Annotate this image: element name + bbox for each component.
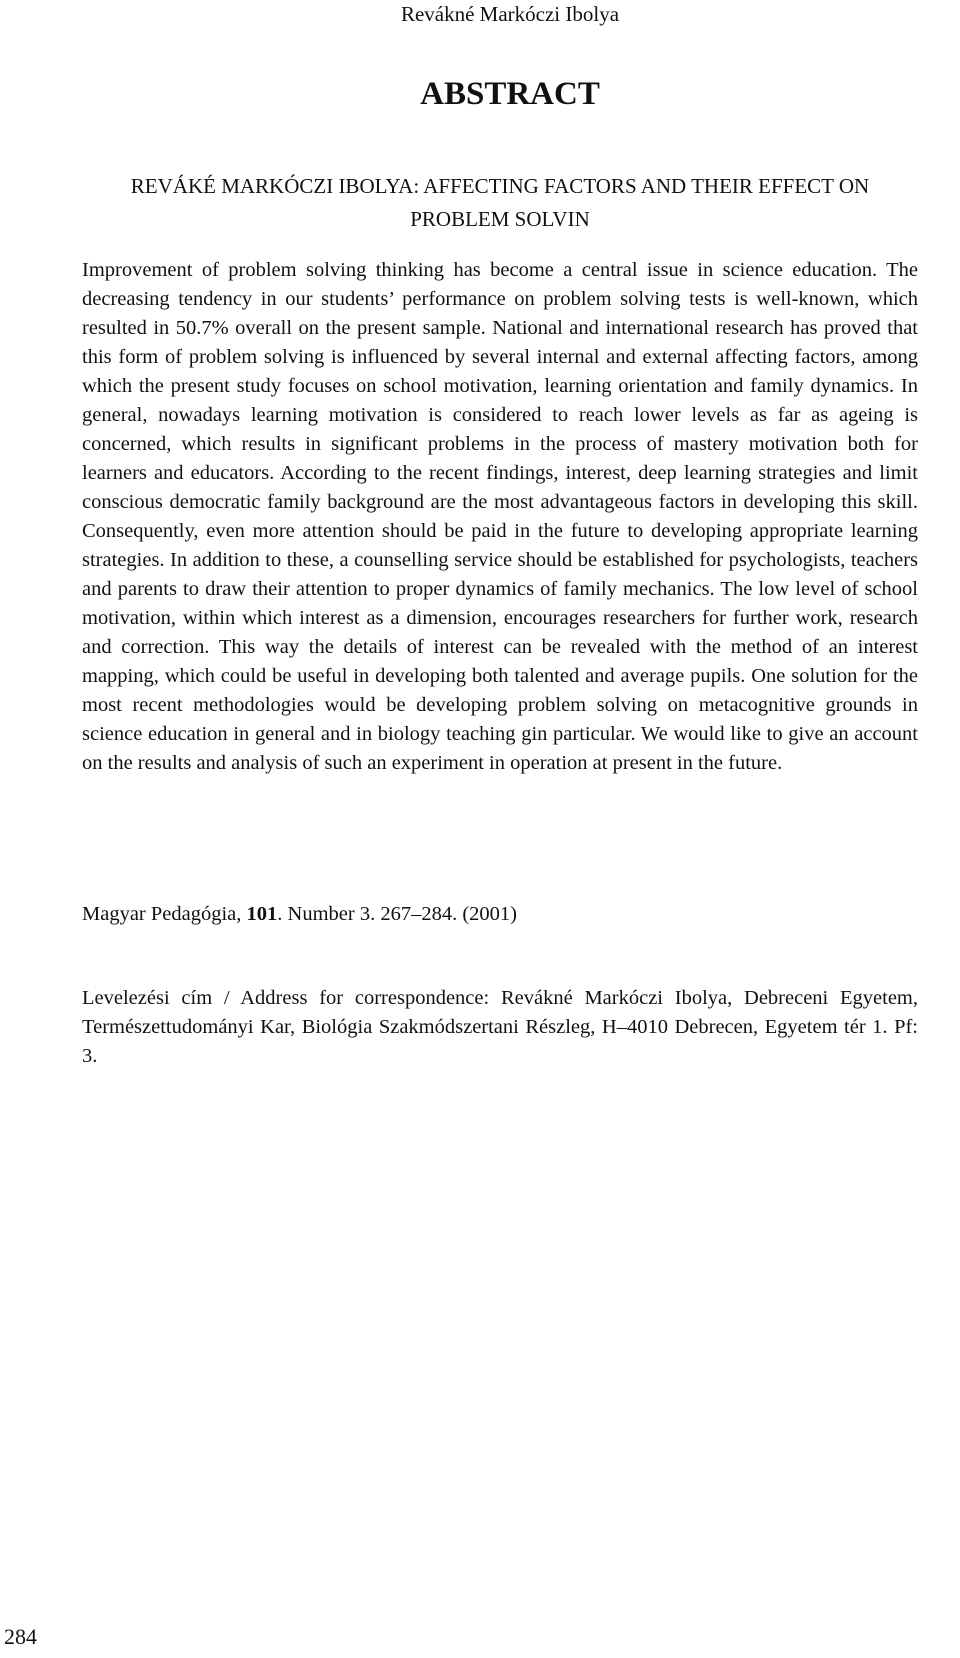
correspondence-address: Levelezési cím / Address for correspondence: Revákné Markóczi Ibolya, Debreceni Egyetem, Természettudományi Kar, Biológia Szakmódszertani Részleg, H–4010 Debrecen, Egyetem tér 1. Pf: 3.	[82, 987, 918, 1067]
citation	[82, 900, 918, 929]
running-header-author: Revákné Markóczi Ibolya	[400, 2, 620, 26]
citation-journal: Magyar Pedagógia,	[82, 903, 247, 925]
page-number: 284	[4, 1624, 37, 1649]
paper-title: REVÁKÉ MARKÓCZI IBOLYA: AFFECTING FACTORS AND THEIR EFFECT ON PROBLEM SOLVIN	[130, 174, 870, 231]
citation-volume: 101	[246, 903, 278, 925]
abstract-heading: ABSTRACT	[420, 76, 600, 112]
abstract-body: Improvement of problem solving thinking has become a central issue in science education. The decreasing tendency in our students’ performance on problem solving tests is well-known, which resulted in 50.7% overall on the present sample. National and international research has proved that this form of problem solving is influenced by several internal and external affecting factors, among which the present study focuses on school motivation, learning orientation and family dynamics. In general, nowadays learning motivation is considered to reach lower levels as far as ageing is concerned, which results in significant problems in the process of mastery motivation both for learners and educators. According to the recent findings, interest, deep learning strategies and limit conscious democratic family background are the most advantageous factors in developing this skill. Consequently, even more attention should be paid in the future to developing appropriate learning strategies. In addition to these, a counselling service should be established for psychologists, teachers and parents to draw their attention to proper dynamics of family mechanics. The low level of school motivation, within which interest as a dimension, encourages researchers for further work, research and correction. This way the details of interest can be revealed with the method of an interest mapping, which could be useful in developing both talented and average pupils. One solution for the most recent methodologies would be developing problem solving on metacognitive grounds in science education in general and in biology teaching gin particular. We would like to give an account on the results and analysis of such an experiment in operation at present in the future.	[82, 259, 918, 774]
citation-details: . Number 3. 267–284. (2001)	[277, 903, 517, 925]
